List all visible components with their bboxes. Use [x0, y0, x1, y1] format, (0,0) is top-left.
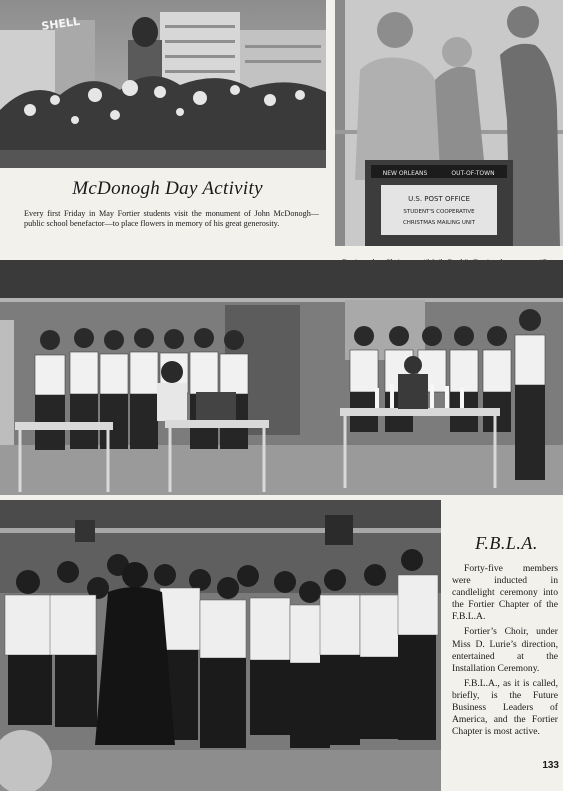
box-sign-line1: U.S. POST OFFICE — [408, 195, 470, 203]
mcdonogh-caption: Every first Friday in May Fortier students visit the monument of John McDonogh—public school benefactor—to place flowers in memory of his great generosity. — [24, 209, 319, 229]
photo-choir — [0, 500, 441, 791]
fbla-body — [452, 563, 558, 741]
box-sign-line2: STUDENT'S COOPERATIVE — [403, 209, 475, 215]
fbla-paragraph: F.B.L.A., as it is called, briefly, is the Future Business Leaders of America, and the Fortier Chapter is most active. — [452, 677, 558, 738]
photo-mcdonogh-monument — [0, 0, 326, 168]
fbla-paragraph: Fortier’s Choir, under Miss D. Lurie’s direction, entertained at the Installation Ceremony. — [452, 626, 558, 674]
page-number: 133 — [542, 760, 559, 771]
fbla-title: F.B.L.A. — [475, 533, 538, 553]
photo-post-office — [335, 0, 563, 246]
box-label-new-orleans: NEW ORLEANS — [382, 170, 428, 177]
box-label-out-of-town: OUT-OF-TOWN — [451, 170, 495, 177]
box-sign-line3: CHRISTMAS MAILING UNIT — [402, 220, 476, 226]
fbla-paragraph: Forty-five members were inducted in candlelight ceremony into the Fortier Chapter of the F.B.L.A. — [452, 563, 558, 623]
mcdonogh-title: McDonogh Day Activity — [72, 178, 263, 199]
photo-candlelight-ceremony — [0, 260, 563, 495]
shell-sign: SHELL — [40, 14, 81, 33]
